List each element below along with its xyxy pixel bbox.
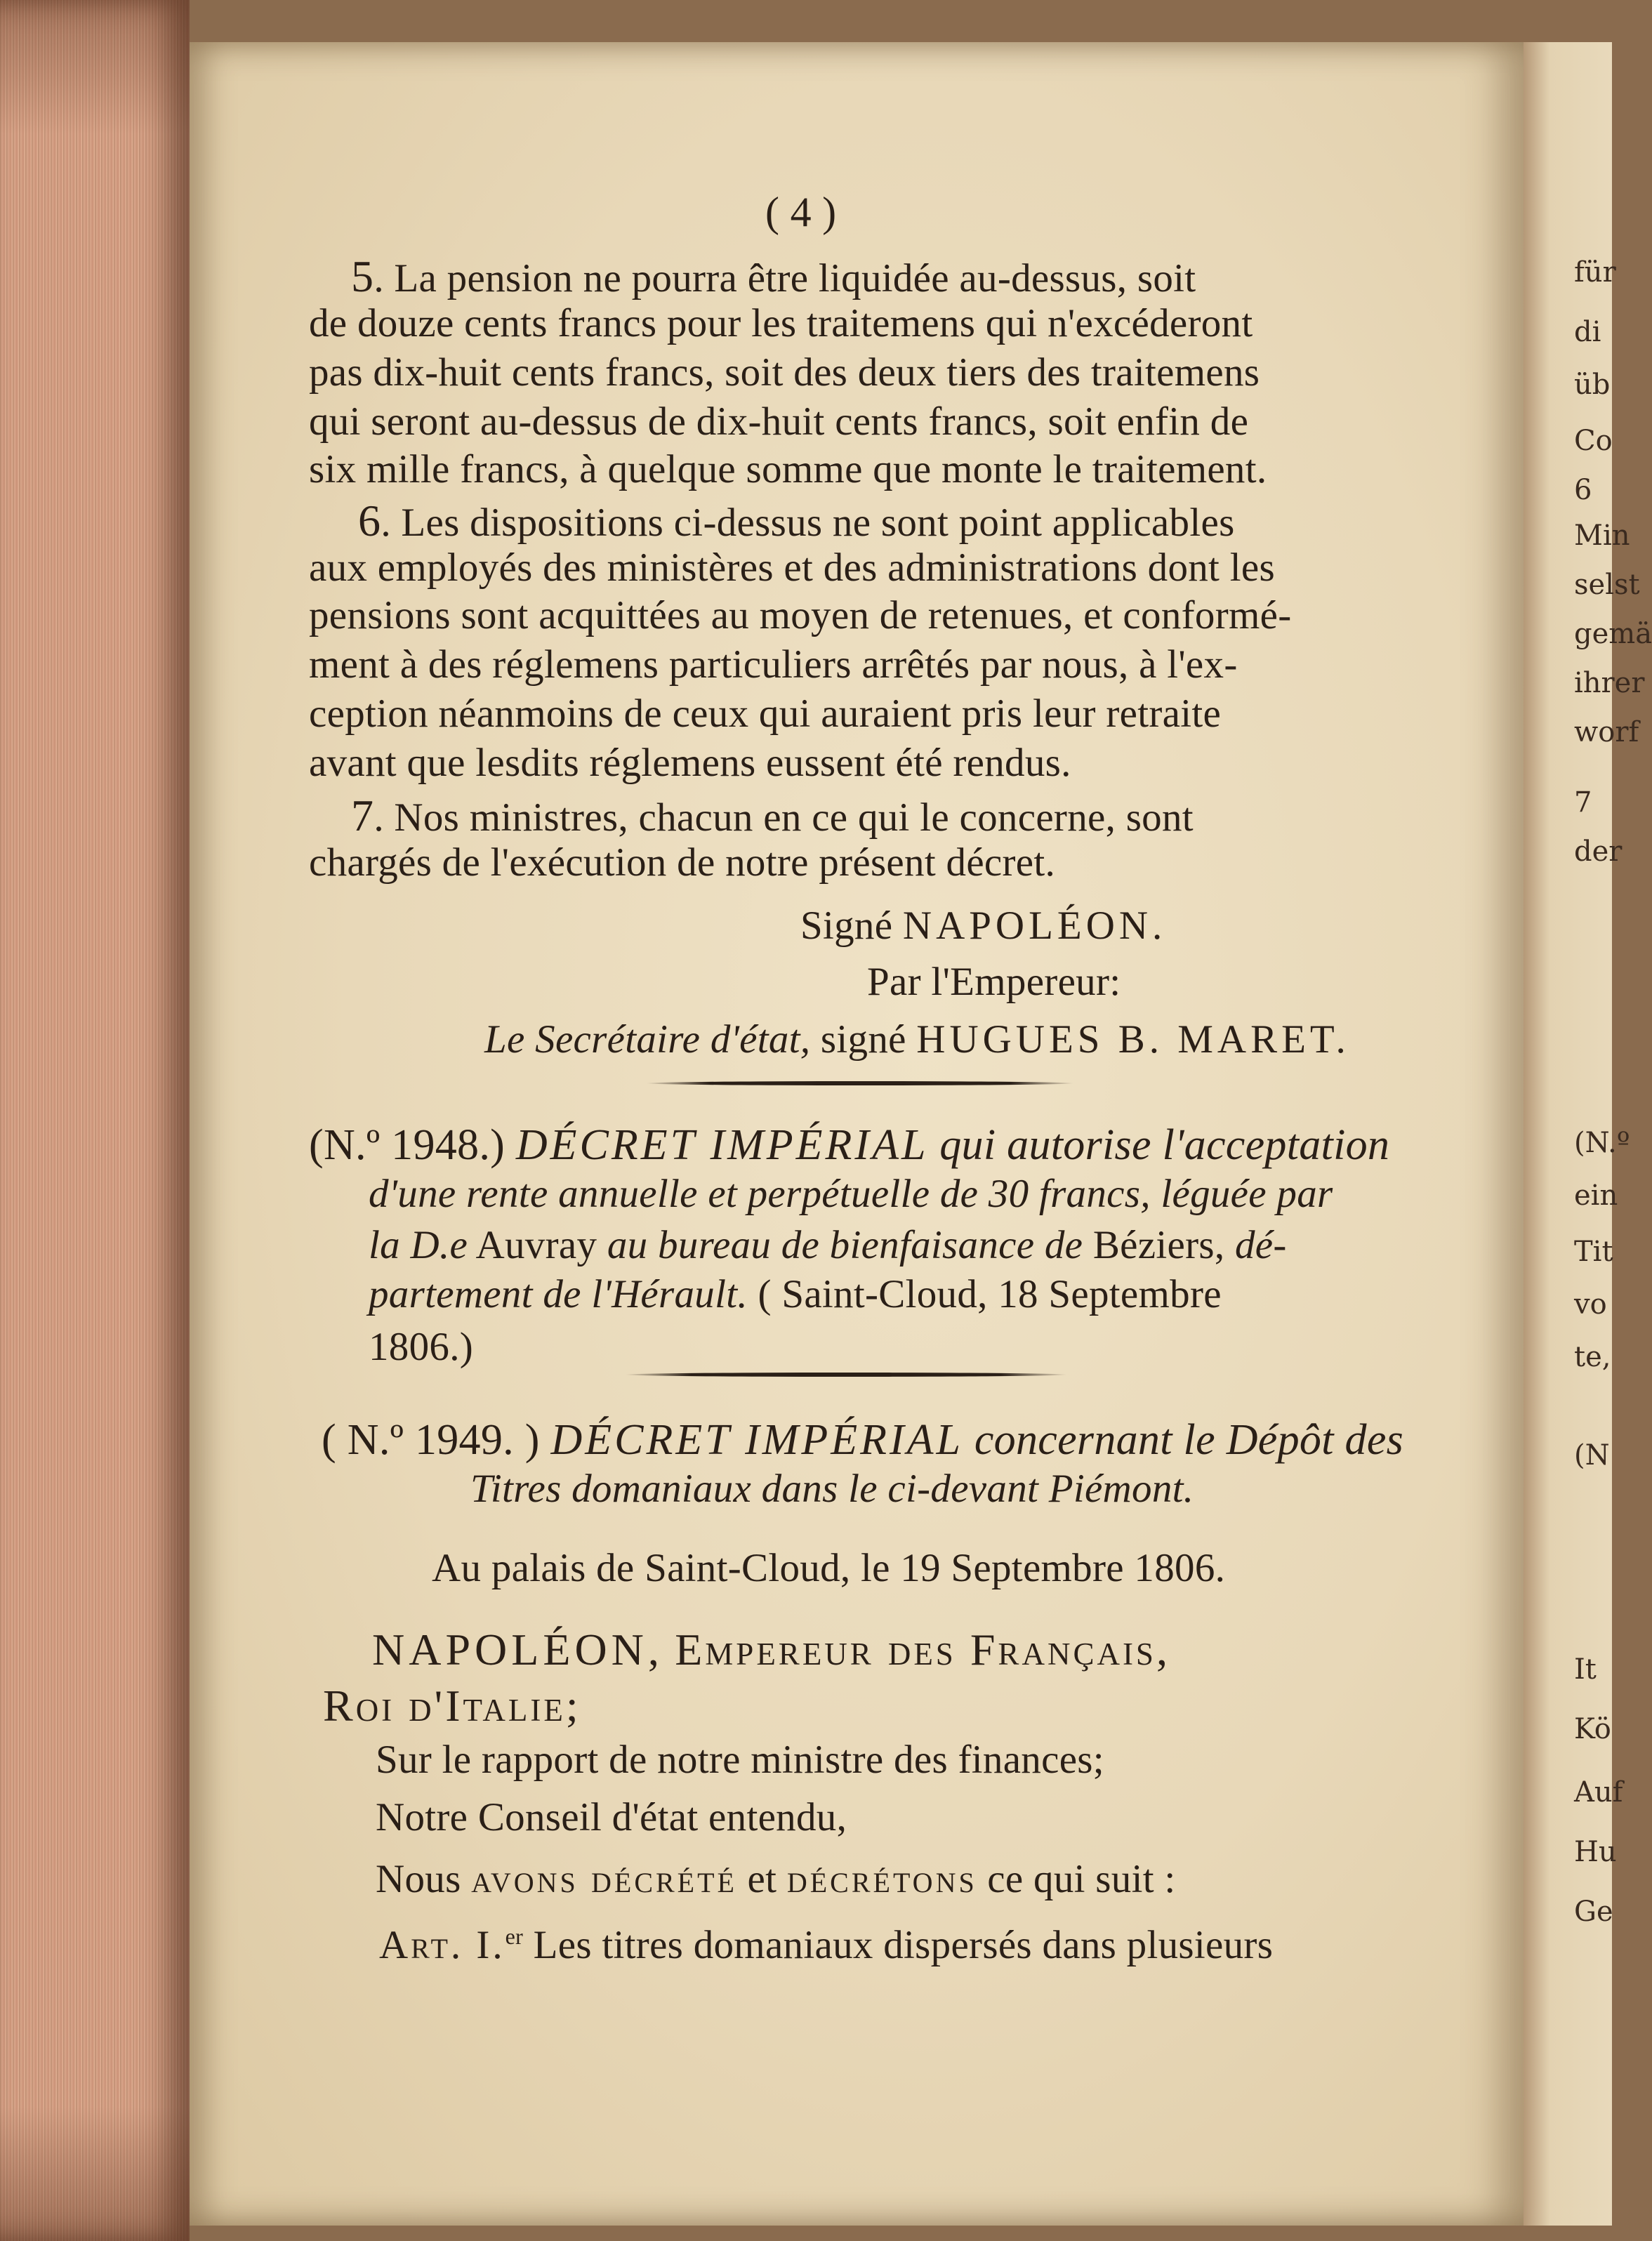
- decree-title: qui autorise l'acceptation: [939, 1121, 1390, 1169]
- decrete-word: décrétons: [786, 1857, 977, 1901]
- text-line: avant que lesdits réglemens eussent été rendus.: [309, 741, 1071, 785]
- emperor-name: NAPOLÉON,: [372, 1625, 663, 1674]
- facing-fragment: Kö: [1574, 1713, 1611, 1745]
- facing-fragment: Co: [1574, 425, 1613, 457]
- facing-fragment: 7: [1574, 786, 1592, 819]
- facing-fragment: Auf: [1574, 1776, 1623, 1809]
- decrete-word: ce qui suit :: [987, 1857, 1176, 1901]
- facing-fragment: ihrer: [1574, 667, 1645, 699]
- decree-1948-line-2: d'une rente annuelle et perpétuelle de 30 francs, léguée par: [369, 1172, 1333, 1216]
- par-lempereur: Par l'Empereur:: [867, 960, 1121, 1004]
- date-line: Au palais de Saint-Cloud, le 19 Septembre 1806.: [432, 1546, 1226, 1590]
- decree-1948-line-1: [309, 1123, 1389, 1167]
- text-line: six mille francs, à quelque somme que monte le traitement.: [309, 447, 1267, 491]
- decrete-word: et: [747, 1857, 777, 1901]
- facing-fragment: selst: [1574, 569, 1640, 601]
- facing-fragment: Min: [1574, 520, 1630, 552]
- preamble-rapport: Sur le rapport de notre ministre des finances;: [376, 1738, 1104, 1782]
- facing-fragment: Tit: [1574, 1236, 1613, 1268]
- text-line: [358, 496, 1235, 546]
- text-line: ception néanmoins de ceux qui auraient pris leur retraite: [309, 692, 1222, 736]
- decrete-word: Nous: [376, 1857, 461, 1901]
- decree-heading: DÉCRET IMPÉRIAL: [550, 1416, 964, 1464]
- decree-1948-line-3: [369, 1225, 1287, 1265]
- decree-1948-line-4: [369, 1274, 1222, 1314]
- secretary-name: HUGUES B. MARET.: [916, 1017, 1350, 1062]
- decree-number: ( N.º 1949. ): [322, 1416, 540, 1464]
- line-text: . Les dispositions ci-dessus ne sont point applicables: [381, 501, 1235, 545]
- decree-number: (N.º 1948.): [309, 1121, 505, 1169]
- text-line: de douze cents francs pour les traitemens qui n'excéderont: [309, 301, 1253, 345]
- signed-name: NAPOLÉON.: [902, 904, 1167, 948]
- article-number: 7: [351, 791, 374, 840]
- page-number: ( 4 ): [765, 189, 837, 235]
- facing-fragment: 6: [1574, 474, 1592, 506]
- article-label: Art. I.: [379, 1923, 505, 1967]
- facing-fragment: worf: [1574, 716, 1639, 748]
- article-number: 5: [351, 251, 374, 301]
- signature-napoleon: [800, 906, 1166, 946]
- decree-text: partement de l'Hérault.: [369, 1272, 748, 1316]
- text-line: [351, 793, 1194, 838]
- secretary-label: Le Secrétaire d'état,: [484, 1017, 811, 1062]
- preamble-decrete: [376, 1859, 1176, 1899]
- article-1: [379, 1925, 1273, 1965]
- facing-fragment: te,: [1574, 1341, 1611, 1373]
- text-line: pas dix-huit cents francs, soit des deux tiers des traitemens: [309, 350, 1260, 395]
- decree-text: dé-: [1235, 1223, 1287, 1267]
- facing-fragment: für: [1574, 256, 1616, 289]
- preamble-line-1: [372, 1627, 1170, 1672]
- line-text: . La pension ne pourra être liquidée au-dessus, soit: [374, 256, 1196, 300]
- decree-text: Auvray: [475, 1223, 597, 1267]
- secretary-signed: signé: [820, 1017, 906, 1062]
- text-line: [351, 251, 1196, 301]
- decree-1949-line-1: [322, 1418, 1403, 1462]
- facing-fragment: (N: [1574, 1439, 1610, 1472]
- emperor-title: Empereur des Français,: [675, 1625, 1170, 1674]
- facing-fragment: vo: [1574, 1288, 1607, 1321]
- decree-text: au bureau de bienfaisance de: [607, 1223, 1083, 1267]
- text-line: pensions sont acquittées au moyen de retenues, et conformé-: [309, 593, 1292, 637]
- article-number: 6: [358, 496, 381, 546]
- facing-fragment: Ge: [1574, 1896, 1613, 1928]
- facing-fragment: der: [1574, 835, 1623, 868]
- facing-fragment: üb: [1574, 369, 1611, 401]
- facing-fragment: di: [1574, 316, 1601, 348]
- decree-text: Béziers,: [1092, 1223, 1225, 1267]
- decree-1948-line-5: 1806.): [369, 1325, 474, 1369]
- facing-fragment: (N.º: [1574, 1127, 1630, 1159]
- facing-fragment: It: [1574, 1653, 1597, 1686]
- decrete-word: avons décrété: [471, 1857, 737, 1901]
- article-sup: er: [505, 1924, 524, 1949]
- text-line: qui seront au-dessus de dix-huit cents francs, soit enfin de: [309, 399, 1249, 444]
- facing-fragment: gemä: [1574, 618, 1652, 650]
- decree-1949-line-2: Titres domaniaux dans le ci-devant Piémont.: [470, 1467, 1194, 1511]
- text-line: aux employés des ministères et des administrations dont les: [309, 546, 1275, 590]
- secretary-signature: [484, 1017, 1350, 1062]
- article-text: Les titres domaniaux dispersés dans plusieurs: [533, 1923, 1274, 1967]
- preamble-conseil: Notre Conseil d'état entendu,: [376, 1795, 847, 1839]
- line-text: . Nos ministres, chacun en ce qui le concerne, sont: [374, 795, 1194, 840]
- separator-rule: [646, 1081, 1074, 1085]
- text-line: chargés de l'exécution de notre présent décret.: [309, 840, 1056, 885]
- facing-fragment: ein: [1574, 1179, 1618, 1212]
- preamble-line-2: Roi d'Italie;: [323, 1681, 581, 1731]
- decree-date: ( Saint-Cloud, 18 Septembre: [758, 1272, 1222, 1316]
- facing-fragment: Hu: [1574, 1836, 1617, 1868]
- separator-rule: [625, 1373, 1067, 1377]
- decree-text: la D.e: [369, 1223, 468, 1267]
- decree-heading: DÉCRET IMPÉRIAL: [515, 1121, 929, 1169]
- signed-label: Signé: [800, 904, 893, 948]
- text-line: ment à des réglemens particuliers arrêtés par nous, à l'ex-: [309, 642, 1238, 687]
- decree-title: concernant le Dépôt des: [974, 1416, 1404, 1464]
